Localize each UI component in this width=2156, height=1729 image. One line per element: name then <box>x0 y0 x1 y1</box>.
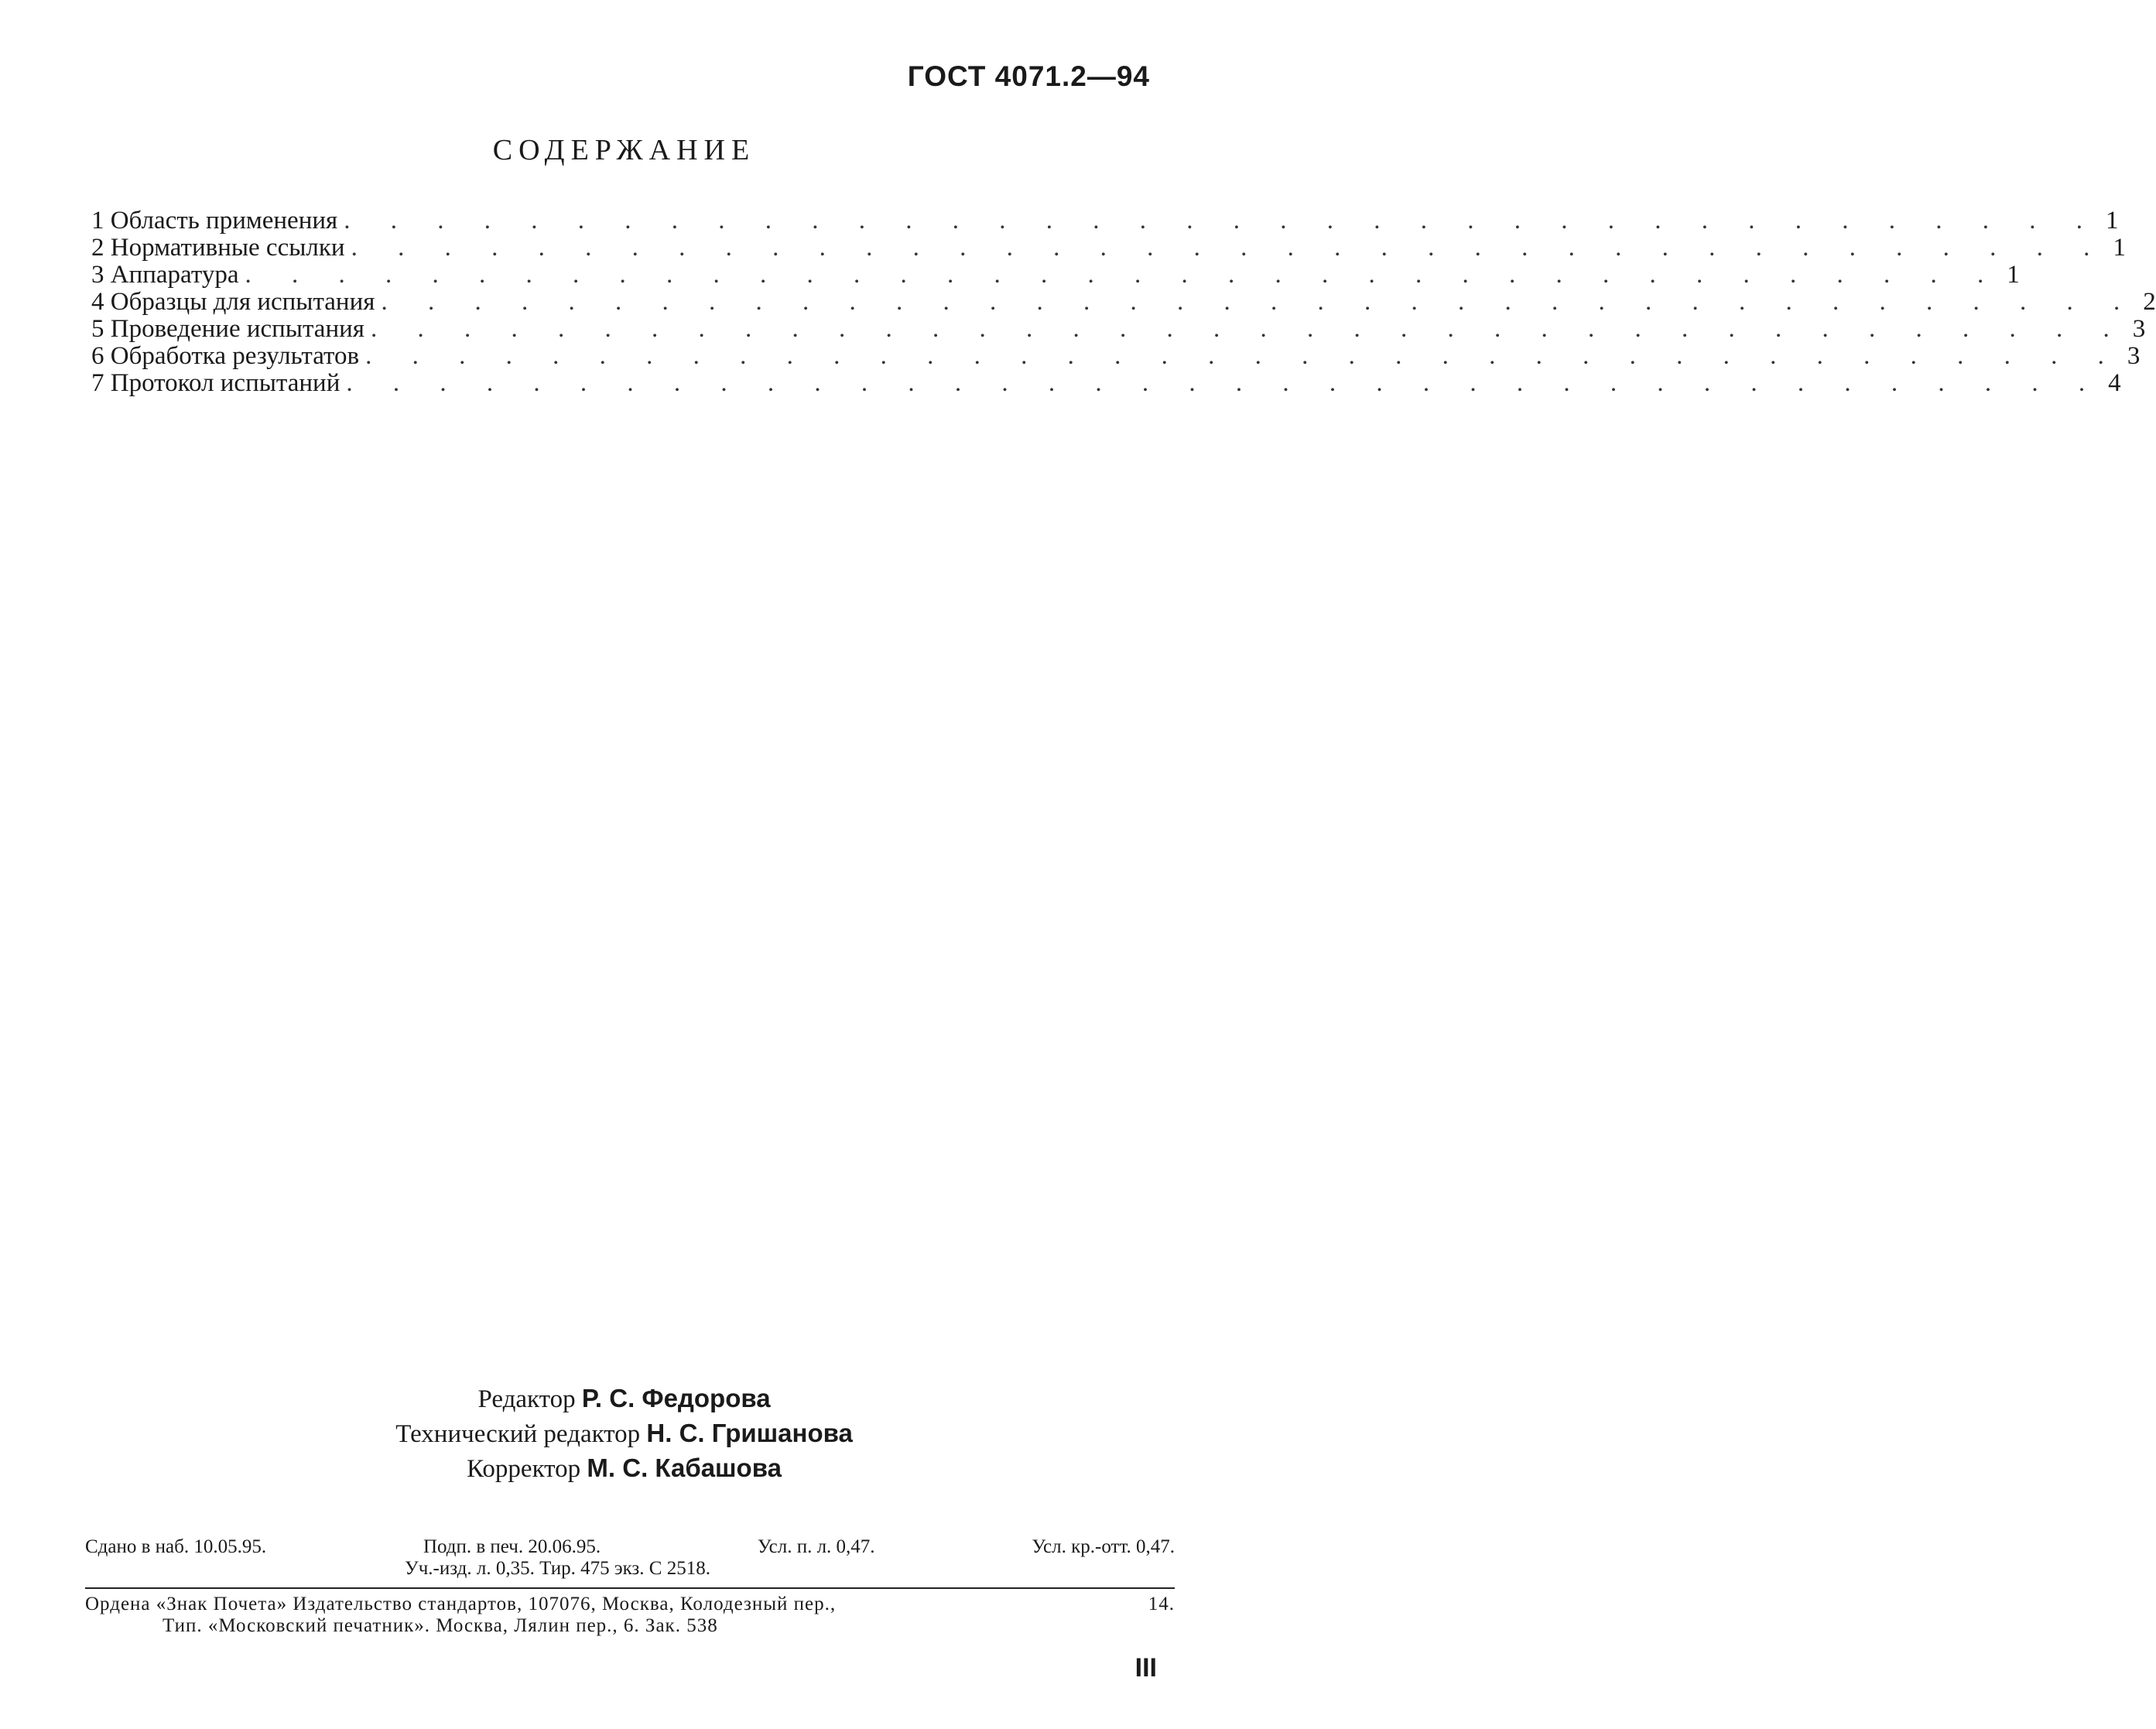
toc-item-label: 2 Нормативные ссылки <box>91 234 345 262</box>
toc-item-page: 3 <box>2127 342 2141 370</box>
color-prints: Усл. кр.-отт. 0,47. <box>1032 1536 1175 1557</box>
document-code: ГОСТ 4071.2—94 <box>907 60 1150 92</box>
publisher-house-number: 14. <box>1148 1594 1175 1614</box>
print-sheets: Усл. п. л. 0,47. <box>757 1536 875 1557</box>
page-number: III <box>1134 1653 1157 1683</box>
proofreader-name: М. С. Кабашова <box>587 1453 782 1482</box>
toc-item-page: 3 <box>2132 315 2146 343</box>
toc-item[interactable] <box>91 342 2141 370</box>
publisher-line-1 <box>85 1594 1175 1615</box>
publisher-address: Ордена «Знак Почета» Издательство стандартов, 107076, Москва, Колодезный пер., <box>85 1594 837 1614</box>
tech-editor-credit <box>0 1416 1248 1451</box>
toc-dot-leader: . . . . . . . . . . . . . . . . . . . . . . . . . . . . . . . . . . . . . . <box>365 342 2121 370</box>
toc-item-label: 6 Обработка результатов <box>91 342 360 370</box>
proofreader-credit <box>0 1451 1248 1486</box>
toc-dot-leader: . . . . . . . . . . . . . . . . . . . . . . . . . . . . . . . . . . . . . . <box>344 207 2100 235</box>
toc-item-label: 7 Протокол испытаний <box>91 369 341 397</box>
toc-item-label: 1 Область применения <box>91 207 338 235</box>
divider-line <box>85 1587 1175 1589</box>
toc-dot-leader: . . . . . . . . . . . . . . . . . . . . . . . . . . . . . . . . . . . . . . <box>346 369 2103 397</box>
toc-item[interactable] <box>91 207 2119 235</box>
editor-role: Редактор <box>477 1385 576 1413</box>
toc-item-label: 4 Образцы для испытания <box>91 288 375 316</box>
toc-item-page: 2 <box>2143 288 2156 316</box>
toc-item-page: 1 <box>2105 207 2119 235</box>
editor-credit <box>0 1381 1248 1416</box>
toc-dot-leader: . . . . . . . . . . . . . . . . . . . . . . . . . . . . . . . . . . . . . . <box>370 315 2127 343</box>
proofreader-role: Корректор <box>467 1455 581 1483</box>
print-imprint <box>85 1536 1175 1580</box>
toc-item[interactable] <box>91 288 2156 316</box>
toc-item-label: 3 Аппаратура <box>91 261 239 289</box>
tech-editor-name: Н. С. Гришанова <box>646 1419 853 1447</box>
toc-dot-leader: . . . . . . . . . . . . . . . . . . . . . . . . . . . . . . . . . . . . . . <box>351 234 2107 262</box>
toc-item[interactable] <box>91 234 2126 262</box>
toc-item[interactable] <box>91 315 2146 343</box>
tech-editor-role: Технический редактор <box>395 1420 641 1448</box>
toc-dot-leader: . . . . . . . . . . . . . . . . . . . . . . . . . . . . . . . . . . . . . . <box>245 261 2001 289</box>
toc-item-label: 5 Проведение испытания <box>91 315 364 343</box>
toc-item[interactable] <box>91 261 2020 289</box>
toc-item-page: 4 <box>2108 369 2121 397</box>
signed-date: Подп. в печ. 20.06.95. <box>423 1536 601 1557</box>
toc-item[interactable] <box>91 369 2121 397</box>
credits-block <box>0 1381 1248 1486</box>
publisher-info <box>85 1594 1175 1637</box>
table-of-contents <box>91 207 2156 397</box>
toc-dot-leader: . . . . . . . . . . . . . . . . . . . . . . . . . . . . . . . . . . . . . . <box>381 288 2137 316</box>
toc-item-page: 1 <box>2113 234 2126 262</box>
toc-item-page: 1 <box>2007 261 2020 289</box>
editor-name: Р. С. Федорова <box>581 1384 771 1412</box>
imprint-line-1 <box>85 1536 1175 1558</box>
publisher-line-2: Тип. «Московский печатник». Москва, Лялин пер., 6. Зак. 538 <box>163 1615 718 1636</box>
toc-title: СОДЕРЖАНИЕ <box>492 134 756 166</box>
submitted-date: Сдано в наб. 10.05.95. <box>85 1536 267 1557</box>
imprint-line-2: Уч.-изд. л. 0,35. Тир. 475 экз. С 2518. <box>405 1558 710 1579</box>
